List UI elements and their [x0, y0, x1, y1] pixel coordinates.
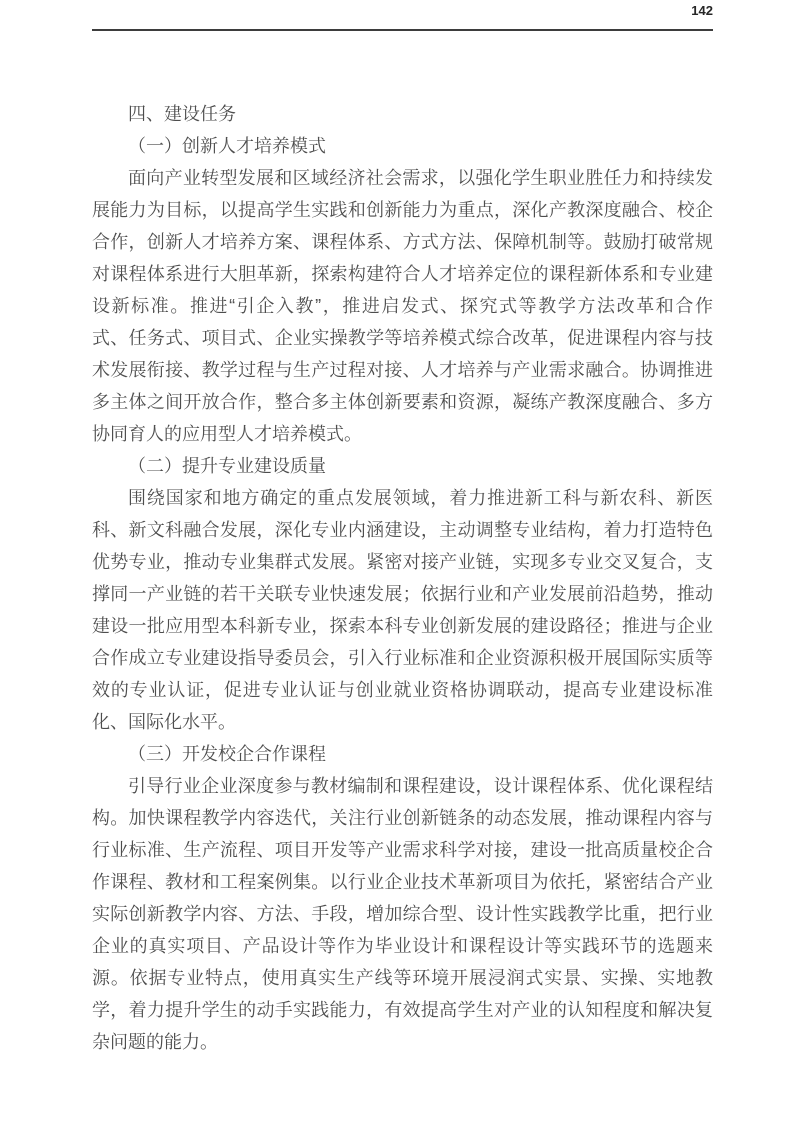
header-rule — [92, 29, 713, 31]
paragraph-line: 行业标准、生产流程、项目开发等产业需求科学对接，建设一批高质量校企合 — [92, 840, 713, 860]
paragraph-line: 效的专业认证，促进专业认证与创业就业资格协调联动，提高专业建设标准 — [92, 680, 713, 700]
paragraph-last-line: 化、国际化水平。 — [92, 712, 236, 732]
page-number: 142 — [691, 3, 713, 18]
paragraph-line: 式、任务式、项目式、企业实操教学等培养模式综合改革，促进课程内容与技 — [92, 328, 713, 348]
paragraph-line: 构。加快课程教学内容迭代，关注行业创新链条的动态发展，推动课程内容与 — [92, 808, 713, 828]
paragraph-line: 围绕国家和地方确定的重点发展领域，着力推进新工科与新农科、新医 — [128, 488, 713, 508]
paragraph-line: 设新标准。推进“引企入教”，推进启发式、探究式等教学方法改革和合作 — [92, 296, 713, 316]
paragraph-line: 科、新文科融合发展，深化专业内涵建设，主动调整专业结构，着力打造特色 — [92, 520, 713, 540]
paragraph-last-line: 协同育人的应用型人才培养模式。 — [92, 424, 362, 444]
document-content — [92, 98, 713, 1058]
paragraph-line: 学，着力提升学生的动手实践能力，有效提高学生对产业的认知程度和解决复 — [92, 1000, 713, 1020]
paragraph-line: 合作，创新人才培养方案、课程体系、方式方法、保障机制等。鼓励打破常规 — [92, 232, 713, 252]
paragraph-last-line: 杂问题的能力。 — [92, 1032, 218, 1052]
paragraph-line: 术发展衔接、教学过程与生产过程对接、人才培养与产业需求融合。协调推进 — [92, 360, 713, 380]
paragraph-line: 作课程、教材和工程案例集。以行业企业技术革新项目为依托，紧密结合产业 — [92, 872, 713, 892]
section-heading: 四、建设任务 — [128, 104, 236, 124]
paragraph-line: 建设一批应用型本科新专业，探索本科专业创新发展的建设路径；推进与企业 — [92, 616, 713, 636]
paragraph-line: 引导行业企业深度参与教材编制和课程建设，设计课程体系、优化课程结 — [128, 776, 713, 796]
subsection-heading-1: （一）创新人才培养模式 — [128, 136, 326, 156]
paragraph-line: 展能力为目标，以提高学生实践和创新能力为重点，深化产教深度融合、校企 — [92, 200, 713, 220]
paragraph-line: 撑同一产业链的若干关联专业快速发展；依据行业和产业发展前沿趋势，推动 — [92, 584, 713, 604]
paragraph-line: 多主体之间开放合作，整合多主体创新要素和资源，凝练产教深度融合、多方 — [92, 392, 713, 412]
paragraph-line: 企业的真实项目、产品设计等作为毕业设计和课程设计等实践环节的选题来 — [92, 936, 713, 956]
subsection-heading-2: （二）提升专业建设质量 — [128, 456, 326, 476]
paragraph-line: 源。依据专业特点，使用真实生产线等环境开展浸润式实景、实操、实地教 — [92, 968, 713, 988]
paragraph-line: 面向产业转型发展和区域经济社会需求，以强化学生职业胜任力和持续发 — [128, 168, 713, 188]
subsection-heading-3: （三）开发校企合作课程 — [128, 744, 326, 764]
paragraph-line: 优势专业，推动专业集群式发展。紧密对接产业链，实现多专业交叉复合，支 — [92, 552, 713, 572]
paragraph-line: 对课程体系进行大胆革新，探索构建符合人才培养定位的课程新体系和专业建 — [92, 264, 713, 284]
paragraph-line: 实际创新教学内容、方法、手段，增加综合型、设计性实践教学比重，把行业 — [92, 904, 713, 924]
paragraph-line: 合作成立专业建设指导委员会，引入行业标准和企业资源积极开展国际实质等 — [92, 648, 713, 668]
